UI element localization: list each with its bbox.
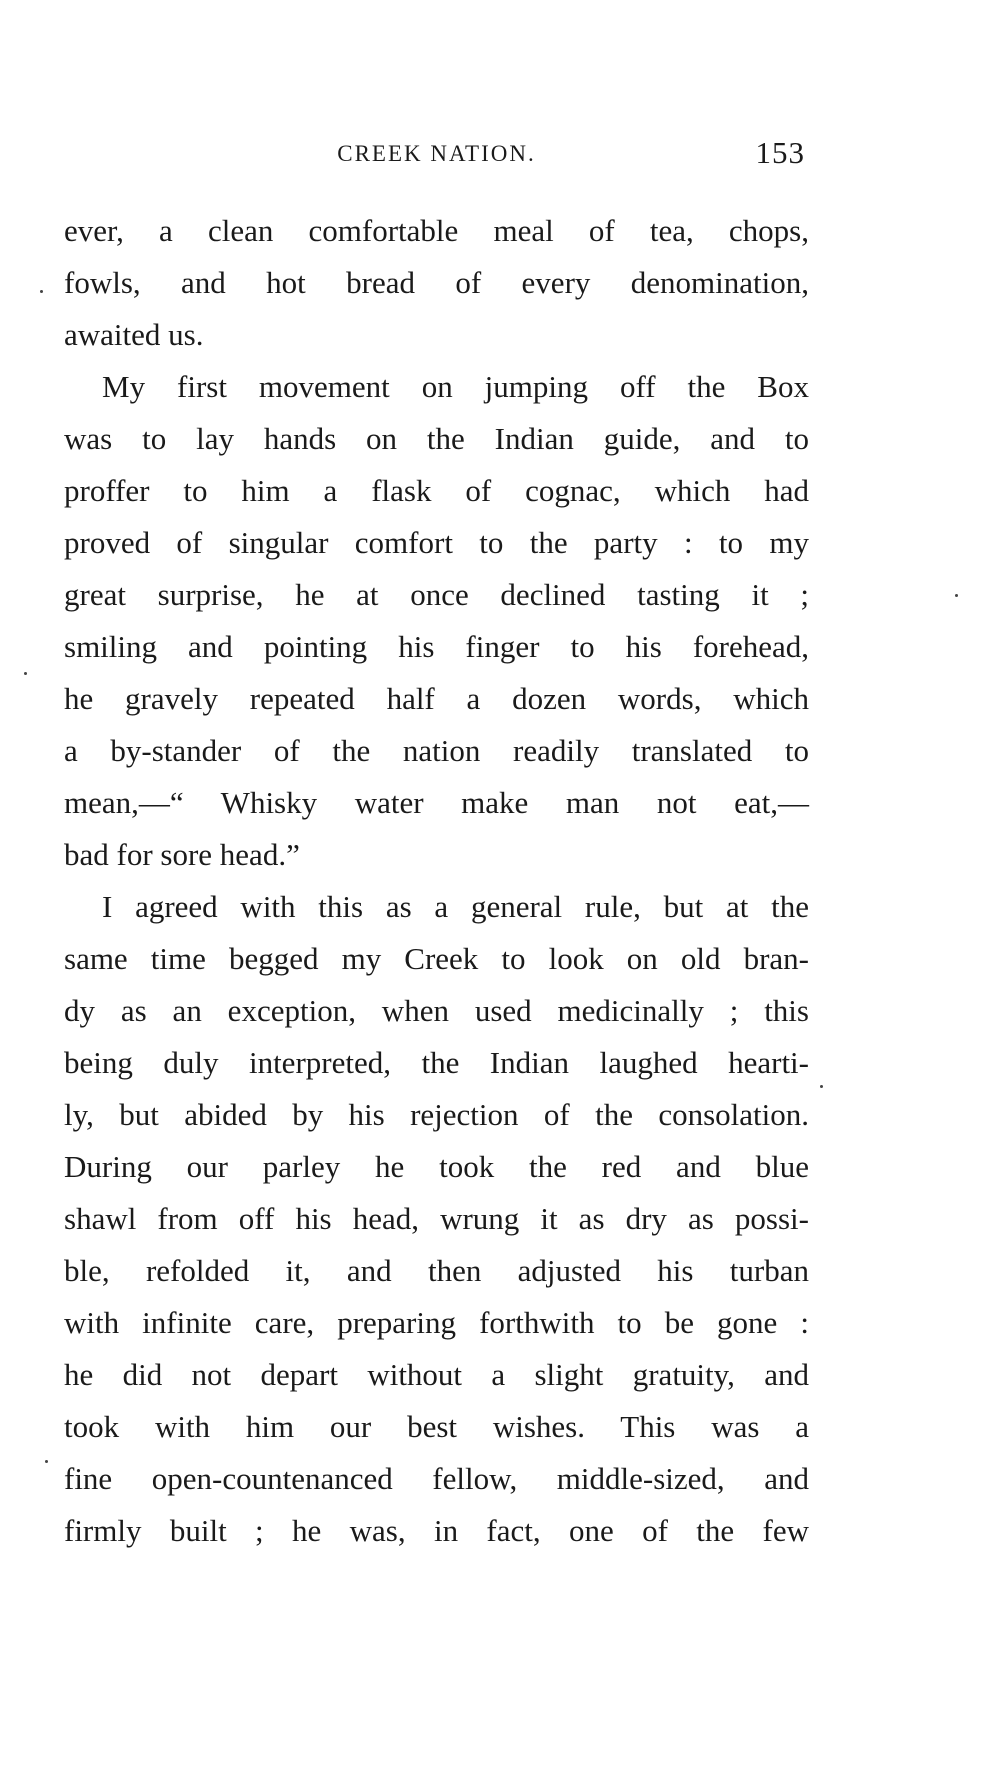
scan-speck — [820, 1085, 823, 1088]
text-line: ever, a clean comfortable meal of tea, chops, — [64, 213, 809, 248]
text-line: he gravely repeated half a dozen words, which — [64, 681, 809, 716]
text-line: fine open-countenanced fellow, middle-sized, and — [64, 1461, 809, 1496]
text-line: a by-stander of the nation readily translated to — [64, 733, 809, 768]
text-line: dy as an exception, when used medicinally ; this — [64, 993, 809, 1028]
text-line: smiling and pointing his finger to his forehead, — [64, 629, 809, 664]
text-line: ble, refolded it, and then adjusted his turban — [64, 1253, 809, 1288]
text-line: firmly built ; he was, in fact, one of the few — [64, 1513, 809, 1548]
page-number: 153 — [755, 135, 805, 170]
text-line: proffer to him a flask of cognac, which had — [64, 473, 809, 508]
text-line: My first movement on jumping off the Box — [102, 369, 809, 404]
text-line: was to lay hands on the Indian guide, and to — [64, 421, 809, 456]
scan-speck — [955, 594, 958, 597]
scan-speck — [40, 290, 43, 293]
text-line: During our parley he took the red and blue — [64, 1149, 809, 1184]
scan-speck — [24, 672, 27, 675]
text-line: fowls, and hot bread of every denomination, — [64, 265, 809, 300]
text-line: ly, but abided by his rejection of the consolation. — [64, 1097, 809, 1132]
text-line: being duly interpreted, the Indian laughed hearti- — [64, 1045, 809, 1080]
text-line: took with him our best wishes. This was a — [64, 1409, 809, 1444]
text-line: shawl from off his head, wrung it as dry as possi- — [64, 1201, 809, 1236]
text-line: he did not depart without a slight gratuity, and — [64, 1357, 809, 1392]
text-line: bad for sore head.” — [64, 837, 300, 872]
body-text — [64, 205, 809, 1557]
text-line: I agreed with this as a general rule, but at the — [102, 889, 809, 924]
text-line: awaited us. — [64, 317, 204, 352]
text-line: proved of singular comfort to the party : to my — [64, 525, 809, 560]
running-title: CREEK NATION. — [337, 141, 536, 166]
text-line: same time begged my Creek to look on old bran- — [64, 941, 809, 976]
text-line: mean,—“ Whisky water make man not eat,— — [64, 785, 809, 820]
running-header — [64, 135, 809, 175]
text-line: great surprise, he at once declined tasting it ; — [64, 577, 809, 612]
text-line: with infinite care, preparing forthwith to be gone : — [64, 1305, 809, 1340]
scan-speck — [45, 1460, 48, 1463]
